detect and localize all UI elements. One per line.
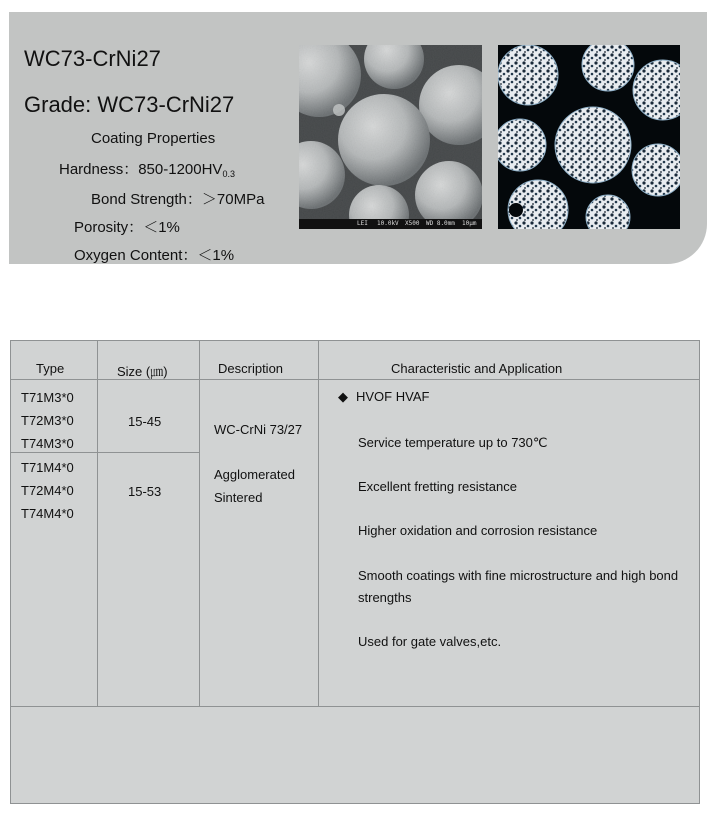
group-divider: [11, 452, 199, 453]
product-spec-table: [10, 340, 700, 804]
product-card: [9, 12, 707, 264]
sem-detector: LEI: [357, 220, 368, 227]
porosity-value: ＜1%: [143, 219, 180, 236]
hardness-value: 850-1200HV: [138, 161, 223, 178]
description-composition: WC-CrNi 73/27: [214, 422, 303, 437]
col-divider-3: [318, 341, 319, 706]
type-code: T74M3*0: [21, 436, 74, 451]
porosity-label: Porosity：: [74, 219, 144, 236]
hardness-label: Hardness：: [59, 161, 139, 178]
sem-info-bar: [299, 219, 482, 229]
process-types: HVOF HVAF: [356, 389, 430, 404]
oxygen-content-label: Oxygen Content：: [74, 247, 198, 264]
type-code: T72M3*0: [21, 413, 74, 428]
characteristic-item: Service temperature up to 730℃: [358, 435, 548, 450]
header-type: Type: [36, 361, 65, 376]
table-body-bottom: [11, 706, 699, 707]
type-code: T71M3*0: [21, 390, 74, 405]
bond-strength-row: [91, 188, 264, 209]
product-title: WC73-CrNi27: [24, 46, 161, 71]
description-method-agglomerated: Agglomerated: [214, 467, 295, 482]
cross-section-graphic: [498, 45, 680, 229]
product-grade: Grade: WC73-CrNi27: [24, 92, 235, 117]
process-line: [338, 386, 668, 408]
header-size: Size (㎛): [117, 364, 168, 379]
type-code: T71M4*0: [21, 460, 74, 475]
header-description: Description: [218, 361, 284, 376]
type-code: T72M4*0: [21, 483, 74, 498]
porosity-row: [74, 216, 180, 237]
col-divider-2: [199, 341, 200, 706]
diamond-bullet-icon: ◆: [338, 389, 348, 404]
type-code: T74M4*0: [21, 506, 74, 521]
hardness-row: [59, 158, 235, 179]
header-characteristic: Characteristic and Application: [391, 361, 563, 376]
sem-magnification: X500: [405, 220, 420, 227]
header-divider: [11, 379, 699, 380]
characteristic-item: Higher oxidation and corrosion resistance: [358, 523, 598, 538]
sem-working-distance: WD 8.0mm: [426, 220, 455, 227]
sem-powder-image: [299, 45, 482, 229]
sem-scale: 10μm: [462, 220, 477, 227]
sem-voltage: 10.0kV: [377, 220, 399, 227]
size-range-group1: 15-45: [128, 414, 162, 429]
cross-section-image: [498, 45, 680, 229]
coating-properties-heading: Coating Properties: [91, 130, 216, 147]
col-divider-1: [97, 341, 98, 706]
bond-strength-label: Bond Strength：: [91, 191, 202, 208]
oxygen-content-value: ＜1%: [197, 247, 235, 264]
size-range-group2: 15-53: [128, 484, 162, 499]
oxygen-content-row: [74, 244, 234, 265]
characteristic-item: Excellent fretting resistance: [358, 479, 517, 494]
bond-strength-value: ＞70MPa: [201, 191, 265, 208]
characteristic-item: Smooth coatings with fine microstructure and high bond strengths: [358, 568, 679, 605]
characteristic-item: Used for gate valves,etc.: [358, 634, 502, 649]
description-method-sintered: Sintered: [214, 490, 263, 505]
hardness-subscript: 0.3: [222, 169, 235, 179]
sem-powder-graphic: [299, 45, 482, 229]
